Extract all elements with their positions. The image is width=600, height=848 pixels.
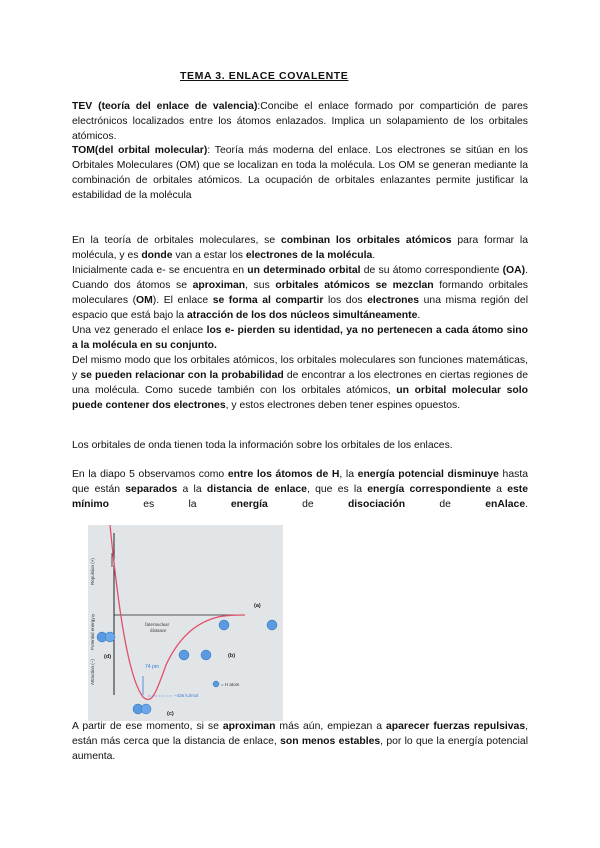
- atom-b-2: [201, 650, 211, 660]
- text-run: .: [372, 250, 376, 261]
- bold-run: combinan los orbitales atómicos: [281, 235, 452, 246]
- potential-energy-curve: [110, 525, 245, 699]
- energy-label: −436 kJ/mol: [174, 693, 199, 698]
- text-run: a la: [177, 484, 207, 495]
- atom-a-2-container: [265, 618, 279, 632]
- text-run: los dos: [323, 295, 368, 306]
- text-run: , y estos electrones deben tener espines opuestos.: [225, 400, 461, 411]
- potential-energy-figure: [88, 525, 283, 721]
- internuclear-label: Internuclear: [145, 623, 170, 628]
- bold-run: se pueden relacionar con la probabilidad: [80, 370, 284, 381]
- page-title: TEMA 3. ENLACE COVALENTE: [180, 70, 349, 82]
- bold-run: donde: [141, 250, 173, 261]
- text-run: A partir de ese momento, si se: [72, 721, 223, 732]
- bold-run: orbitales atómicos se mezclan: [275, 280, 434, 291]
- y-label-attraction: Attraction (−): [90, 659, 95, 685]
- paragraph-diapo-5: [72, 467, 528, 512]
- label-a: (a): [254, 603, 261, 609]
- text-run: Inicialmente cada e- se encuentra en: [72, 265, 248, 276]
- tev-term: TEV (teoría del enlace de valencia): [72, 101, 258, 112]
- text-run: es la: [108, 499, 231, 510]
- atom-b-1: [179, 650, 189, 660]
- text-run: hasta que están: [72, 469, 528, 495]
- paragraph-tom: [72, 143, 528, 203]
- bold-run: los e- pierden su identidad, ya no pertenecen a cada átomo sino a la molécula en su conjunto.: [72, 325, 528, 351]
- text-run: ). El enlace: [152, 295, 213, 306]
- paragraph-molecular-orbitals: [72, 233, 528, 413]
- y-label-potential-energy: Potential energy: [90, 617, 95, 650]
- text-run: Una vez generado el enlace: [72, 325, 207, 336]
- text-run: , están más cerca que la distancia de enlace,: [72, 721, 528, 747]
- bold-run: separados: [125, 484, 178, 495]
- potential-energy-diagram: [88, 525, 283, 721]
- atom-a-2: [267, 620, 277, 630]
- bold-run: (OA): [502, 265, 526, 276]
- text-run: una misma región del espacio que está bajo la: [72, 295, 529, 321]
- text-run: , por lo que la energía potencial aumenta.: [72, 736, 529, 762]
- legend-h-atom-label: = H atom: [221, 682, 240, 687]
- tom-definition: : Teoría más moderna del enlace. Los electrones se sitúan en los Orbitales Moleculares (OM) que se localizan en toda la molécula. Los OM se generan mediante la combinación de orbitales atómicos. La ocupación de orbitales enlazantes permite justificar la estabilidad de la molécula: [72, 145, 529, 201]
- text-run: , la: [339, 469, 358, 480]
- label-c: (c): [167, 711, 174, 717]
- atom-d-2: [105, 632, 115, 642]
- bold-run: son menos estables: [280, 736, 381, 747]
- bold-run: OM: [136, 295, 153, 306]
- text-run: van a estar los: [172, 250, 246, 261]
- paragraph-tev: [72, 99, 528, 144]
- paragraph-repulsive-forces: [72, 719, 528, 764]
- bold-run: disociación: [347, 499, 406, 510]
- bold-run: electrones de la molécula: [245, 250, 373, 261]
- text-run: . Cuando dos átomos se: [72, 265, 528, 291]
- y-label-repulsion: Repulsion (+): [90, 558, 95, 585]
- label-b: (b): [228, 653, 236, 659]
- bold-run: electrones: [367, 295, 420, 306]
- paragraph-wave-orbitals: Los orbitales de onda tienen toda la información sobre los orbitales de los enlaces.: [72, 440, 453, 451]
- text-run: En la teoría de orbitales moleculares, se: [72, 235, 281, 246]
- text-run: a: [490, 484, 508, 495]
- bold-run: un determinado orbital: [247, 265, 361, 276]
- text-run: de: [267, 499, 348, 510]
- bold-run: distancia de enlace: [206, 484, 307, 495]
- bold-run: atracción de los dos núcleos simultáneamente: [186, 310, 418, 321]
- bold-run: energía correspondiente: [367, 484, 491, 495]
- tom-term: TOM(del orbital molecular): [72, 145, 208, 156]
- text-run: formando orbitales moleculares (: [72, 280, 528, 306]
- bold-run: este mínimo: [72, 484, 529, 510]
- bold-run: se forma al compartir: [212, 295, 324, 306]
- bold-run: entre los átomos de H: [227, 469, 340, 480]
- text-run: Del mismo modo que los orbitales atómicos, los orbitales moleculares son funciones matemáticas, y: [72, 355, 528, 381]
- text-run: de su átomo correspondiente: [360, 265, 503, 276]
- bold-run: aparecer fuerzas repulsivas: [386, 721, 526, 732]
- bold-run: aproximan: [222, 721, 276, 732]
- bold-run: energía potencial disminuye: [357, 469, 499, 480]
- text-run: .: [417, 310, 421, 321]
- zero-label: 0: [92, 613, 95, 618]
- text-run: de: [405, 499, 486, 510]
- bold-run: enAlace: [485, 499, 526, 510]
- atom-a-1: [219, 620, 229, 630]
- label-d: (d): [104, 654, 112, 660]
- text-run: .: [525, 499, 528, 510]
- text-run: , que es la: [306, 484, 368, 495]
- text-run: de encontrar a los electrones en ciertas regiones de una molécula. Como sucede también con los orbitales atómicos,: [72, 370, 528, 396]
- text-run: En la diapo 5 observamos como: [72, 469, 228, 480]
- distance-label: distance: [150, 629, 167, 634]
- bold-run: un orbital molecular solo puede contener dos electrones: [72, 385, 528, 411]
- text-run: , sus: [245, 280, 276, 291]
- tev-definition: :Concibe el enlace formado por compartición de pares electrónicos localizados entre los átomos enlazados. Implica un solapamiento de los orbitales atómicos.: [72, 101, 528, 142]
- bold-run: energía: [230, 499, 268, 510]
- bold-run: aproximan: [192, 280, 246, 291]
- atom-c-2: [141, 704, 151, 714]
- legend-h-atom-icon: [213, 681, 219, 687]
- text-run: más aún, empiezan a: [275, 721, 387, 732]
- pm-label: 74 pm: [145, 664, 159, 670]
- text-run: para formar la molécula, y es: [72, 235, 528, 261]
